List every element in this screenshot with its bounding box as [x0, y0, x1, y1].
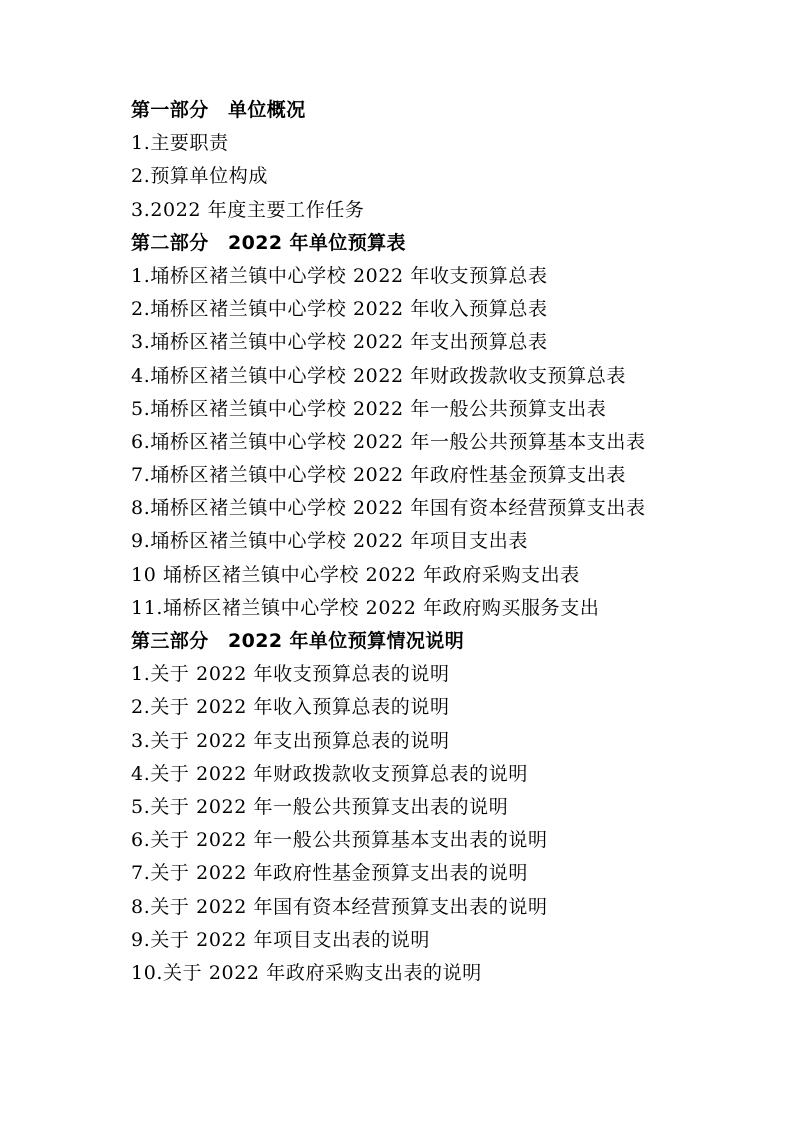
- toc-item: 1.主要职责: [131, 132, 229, 155]
- toc-item: 2.埇桥区褚兰镇中心学校 2022 年收入预算总表: [131, 298, 548, 321]
- toc-item: 2.预算单位构成: [131, 165, 268, 188]
- toc-item: 4.埇桥区褚兰镇中心学校 2022 年财政拨款收支预算总表: [131, 364, 626, 387]
- toc-item: 1.埇桥区褚兰镇中心学校 2022 年收支预算总表: [131, 264, 548, 287]
- toc-item: 1.关于 2022 年收支预算总表的说明: [131, 663, 450, 686]
- section-2-title: 第二部分 2022 年单位预算表: [131, 231, 406, 254]
- toc-item: 11.埇桥区褚兰镇中心学校 2022 年政府购买服务支出: [131, 596, 600, 619]
- toc-item: 3.2022 年度主要工作任务: [131, 198, 365, 221]
- toc-item: 10.关于 2022 年政府采购支出表的说明: [131, 961, 482, 984]
- toc-item: 6.关于 2022 年一般公共预算基本支出表的说明: [131, 829, 548, 852]
- toc-item: 6.埇桥区褚兰镇中心学校 2022 年一般公共预算基本支出表: [131, 430, 646, 453]
- toc-item: 8.埇桥区褚兰镇中心学校 2022 年国有资本经营预算支出表: [131, 497, 646, 520]
- toc-item: 4.关于 2022 年财政拨款收支预算总表的说明: [131, 762, 528, 785]
- toc-item: 8.关于 2022 年国有资本经营预算支出表的说明: [131, 895, 548, 918]
- toc-item: 2.关于 2022 年收入预算总表的说明: [131, 696, 450, 719]
- toc-item: 3.关于 2022 年支出预算总表的说明: [131, 729, 450, 752]
- toc-item: 5.关于 2022 年一般公共预算支出表的说明: [131, 795, 509, 818]
- section-3-title: 第三部分 2022 年单位预算情况说明: [131, 630, 465, 652]
- toc-item: 5.埇桥区褚兰镇中心学校 2022 年一般公共预算支出表: [131, 397, 607, 420]
- toc-item: 9.埇桥区褚兰镇中心学校 2022 年项目支出表: [131, 530, 528, 553]
- toc-item: 3.埇桥区褚兰镇中心学校 2022 年支出预算总表: [131, 331, 548, 354]
- toc-item: 7.关于 2022 年政府性基金预算支出表的说明: [131, 862, 528, 885]
- table-of-contents: [131, 94, 771, 990]
- toc-item: 7.埇桥区褚兰镇中心学校 2022 年政府性基金预算支出表: [131, 464, 626, 487]
- toc-item: 10 埇桥区褚兰镇中心学校 2022 年政府采购支出表: [131, 563, 580, 586]
- section-1-title: 第一部分 单位概况: [131, 99, 306, 121]
- toc-item: 9.关于 2022 年项目支出表的说明: [131, 928, 430, 951]
